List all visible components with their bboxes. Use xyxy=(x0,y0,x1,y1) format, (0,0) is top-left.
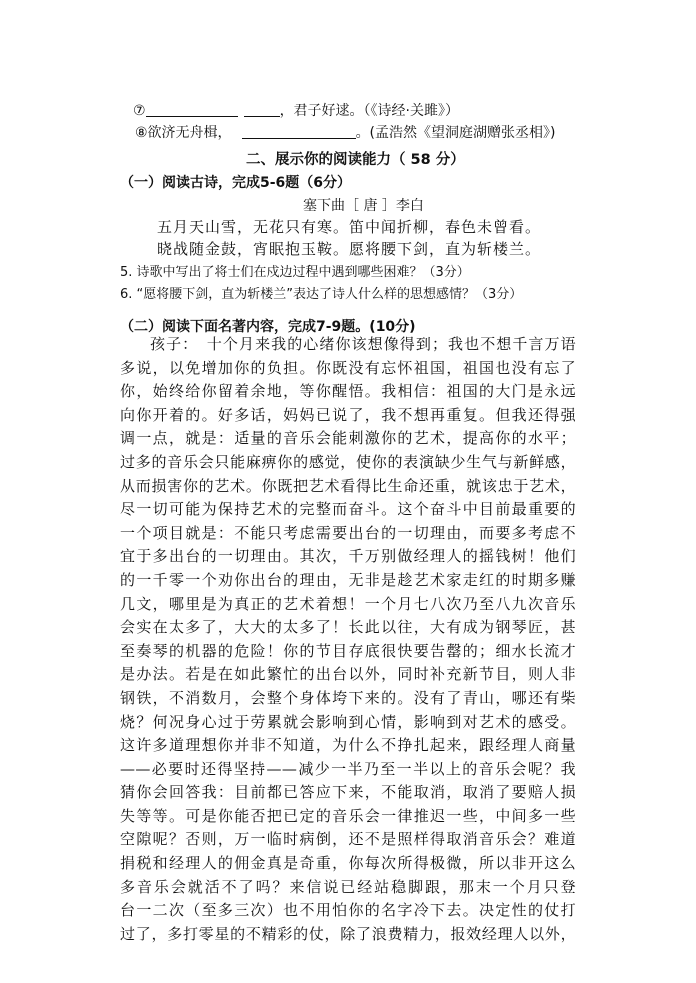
answer-blank-8[interactable] xyxy=(242,124,356,139)
question-8-tail: 。(孟浩然《望洞庭湖赠张丞相》) xyxy=(355,125,556,141)
section-2-title: 二、展示你的阅读能力（ 58 分） xyxy=(246,152,465,168)
passage-line: 是办法。若是在如此繁忙的出台以外，同时补充新节目，则人非 xyxy=(120,665,576,684)
passage-line: 多说，以免增加你的负担。你既没有忘怀祖国，祖国也没有忘了 xyxy=(120,358,576,377)
passage-line: 一个项目就是：不能只考虑需要出台的一切理由，而要多考虑不 xyxy=(120,523,576,542)
part-1-heading: （一）阅读古诗，完成5-6题（6分） xyxy=(120,175,352,191)
passage-line: 空隙呢？否则，万一临时病倒，还不是照样得取消音乐会？难道 xyxy=(120,830,576,849)
passage-line: 过了，多打零星的不精彩的仗，除了浪费精力，报效经理人以外， xyxy=(120,924,576,943)
passage-line: 的一千零一个劝你出台的理由，无非是趁艺术家走红的时期多赚 xyxy=(120,570,576,589)
passage-line: 多音乐会就活不了吗？来信说已经站稳脚跟，那末一个月只登 xyxy=(120,877,576,896)
passage-line: 猜你会回答我：目前都已答应下来，不能取消，取消了要赔人损 xyxy=(120,783,576,802)
passage-line: 过多的音乐会只能麻痹你的感觉，使你的表演缺少生气与新鲜感， xyxy=(120,452,576,471)
part-2-heading: （二）阅读下面名著内容，完成7-9题。(10分) xyxy=(120,319,416,335)
poem-line-1: 五月天山雪，无花只有寒。笛中闻折柳，春色未曾看。 xyxy=(157,218,542,236)
question-7 xyxy=(133,100,459,120)
passage-line: 宜于多出台的一切理由。其次，千万别做经理人的摇钱树！他们 xyxy=(120,547,576,566)
passage-line: 失等等。可是你能否把已定的音乐会一律推迟一些，中间多一些 xyxy=(120,806,576,825)
question-7-tail: ，君子好逑。（《诗经·关雎》） xyxy=(279,103,460,119)
passage-line: 调一点，就是：适量的音乐会能刺激你的艺术，提高你的水平； xyxy=(120,429,576,448)
question-5: 5. 诗歌中写出了将士们在戍边过程中遇到哪些困难？（3分） xyxy=(120,265,470,280)
passage-line: ——必要时还得坚持——减少一半乃至一半以上的音乐会呢？我 xyxy=(120,759,576,778)
passage-line: 孩子： 十个月来我的心绪你该想像得到；我也不想千言万语 xyxy=(150,335,576,353)
poem-title: 塞下曲［ 唐 ］李白 xyxy=(303,198,424,214)
passage-line: 这许多道理想你并非不知道，为什么不挣扎起来，跟经理人商量 xyxy=(120,736,576,755)
answer-blank-7a[interactable] xyxy=(146,102,238,117)
passage-line: 会实在太多了，大大的太多了！长此以往，大有成为钢琴匠，甚 xyxy=(120,618,576,637)
passage-line: 台一二次（至多三次）也不用怕你的名字冷下去。决定性的仗打 xyxy=(120,901,576,920)
passage-line: 从而损害你的艺术。你既把艺术看得比生命还重，就该忠于艺术， xyxy=(120,476,576,495)
passage-line: 尽一切可能为保持艺术的完整而奋斗。这个奋斗中目前最重要的 xyxy=(120,500,576,519)
passage-line: 向你开着的。好多话，妈妈已说了，我不想再重复。但我还得强 xyxy=(120,405,576,424)
passage-line: 捐税和经理人的佣金真是奇重，你每次所得极微，所以非开这么 xyxy=(120,854,576,873)
answer-blank-7b[interactable] xyxy=(244,102,280,117)
question-8 xyxy=(135,122,556,142)
passage-line: 烧？何况身心过于劳累就会影响到心情，影响到对艺术的感受。 xyxy=(120,712,576,731)
reading-passage xyxy=(120,333,576,946)
poem-line-2: 晓战随金鼓，宵眠抱玉鞍。愿将腰下剑，直为斩楼兰。 xyxy=(157,240,542,258)
passage-line: 几文，哪里是为真正的艺术着想！一个月七八次乃至八九次音乐 xyxy=(120,594,576,613)
passage-line: 钢铁，不消数月，会整个身体垮下来的。没有了青山，哪还有柴 xyxy=(120,688,576,707)
question-6: 6. “愿将腰下剑，直为斩楼兰”表达了诗人什么样的思想感情？（3分） xyxy=(120,287,523,302)
question-8-prefix: ⑧欲济无舟楫， xyxy=(135,125,232,141)
passage-line: 至奏琴的机器的危险！你的节目存底很快要告罄的；细水长流才 xyxy=(120,641,576,660)
question-7-number: ⑦ xyxy=(133,103,146,119)
passage-line: 你，始终给你留着余地，等你醒悟。我相信：祖国的大门是永远 xyxy=(120,382,576,401)
